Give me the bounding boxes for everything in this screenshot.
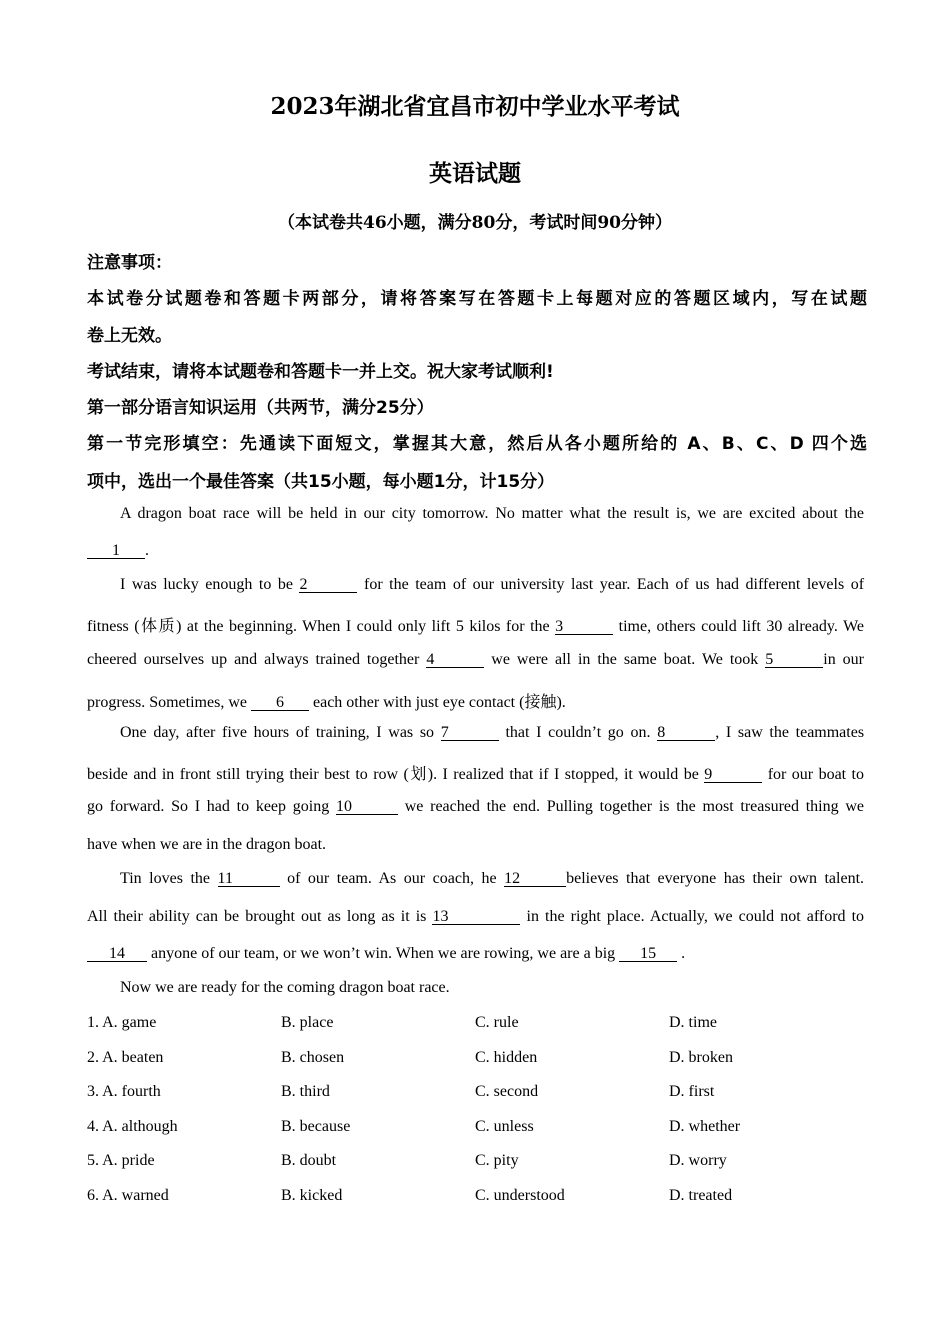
option-a[interactable]: 1. A. game [87,1014,157,1031]
exam-subject: 英语试题 [429,160,521,187]
option-c[interactable]: C. second [475,1083,539,1100]
blank-3: 3 [555,619,613,635]
option-d[interactable]: D. time [669,1014,717,1031]
blank-14: 14 [87,946,147,962]
blank-11: 11 [218,871,280,887]
part1-heading: 第一部分语言知识运用（共两节，满分25分） [87,398,434,418]
blank-10: 10 [336,799,398,815]
option-b[interactable]: B. third [281,1083,330,1100]
option-b[interactable]: B. chosen [281,1049,345,1066]
passage-line: go forward. So I had to keep going 10 we reached the end. Pulling together is the most treasured thing we [87,798,865,815]
option-a[interactable]: 6. A. warned [87,1187,169,1204]
notice-line-1a: 本试卷分试题卷和答题卡两部分，请将答案写在答题卡上每题对应的答题区域内，写在试题 [87,289,867,309]
blank-12: 12 [504,871,566,887]
option-b[interactable]: B. because [281,1118,351,1135]
option-c[interactable]: C. unless [475,1118,534,1135]
blank-15: 15 [619,946,677,962]
option-d[interactable]: D. worry [669,1152,727,1169]
option-d[interactable]: D. whether [669,1118,741,1135]
blank-4: 4 [426,652,484,668]
passage-line: One day, after five hours of training, I was so 7 that I couldn’t go on. 8 , I saw the teammates [120,724,865,741]
blank-8: 8 [657,725,715,741]
passage-line: have when we are in the dragon boat. [87,836,327,853]
exam-info: （本试卷共46小题，满分80分，考试时间90分钟） [278,213,672,233]
option-b[interactable]: B. place [281,1014,334,1031]
option-a[interactable]: 2. A. beaten [87,1049,164,1066]
blank-1: 1 [87,543,145,559]
passage-line: I was lucky enough to be 2 for the team of our university last year. Each of us had different levels of [120,576,865,593]
passage-line: fitness (体质) at the beginning. When I could only lift 5 kilos for the 3 time, others could lift 30 already. We [87,618,865,635]
option-b[interactable]: B. doubt [281,1152,337,1169]
passage-line: progress. Sometimes, we 6 each other with just eye contact (接触). [87,694,566,711]
exam-title: 2023年湖北省宜昌市初中学业水平考试 [270,93,680,120]
notice-heading: 注意事项： [87,253,172,273]
option-c[interactable]: C. rule [475,1014,519,1031]
notice-line-1b: 卷上无效。 [87,326,172,346]
option-b[interactable]: B. kicked [281,1187,343,1204]
option-d[interactable]: D. broken [669,1049,733,1066]
passage-line: A dragon boat race will be held in our city tomorrow. No matter what the result is, we are excited about the [120,505,864,522]
passage-line: Now we are ready for the coming dragon boat race. [120,979,450,996]
passage-line: beside and in front still trying their best to row (划). I realized that if I stopped, it would be 9 for our boat to [87,766,864,783]
blank-5: 5 [765,652,823,668]
blank-2: 2 [299,577,357,593]
option-a[interactable]: 5. A. pride [87,1152,155,1169]
option-d[interactable]: D. first [669,1083,715,1100]
passage-line: Tin loves the 11 of our team. As our coach, he 12 believes that everyone has their own talent. [120,870,865,887]
passage-line: All their ability can be brought out as long as it is 13 in the right place. Actually, we could not afford to [87,908,865,925]
section1-line-b: 项中，选出一个最佳答案（共15小题，每小题1分，计15分） [87,472,555,492]
section1-line-a: 第一节完形填空：先通读下面短文，掌握其大意，然后从各小题所给的 A、B、C、D 四个选 [87,434,867,454]
option-c[interactable]: C. hidden [475,1049,538,1066]
option-a[interactable]: 4. A. although [87,1118,178,1135]
blank-13: 13 [432,909,520,925]
passage-line: 14 anyone of our team, or we won’t win. When we are rowing, we are a big 15 . [87,945,864,963]
option-d[interactable]: D. treated [669,1187,733,1204]
blank-7: 7 [441,725,499,741]
blank-9: 9 [704,767,762,783]
passage-line: cheered ourselves up and always trained together 4 we were all in the same boat. We took 5 in our [87,651,864,668]
passage-line: 1 . [87,542,864,560]
blank-6: 6 [251,695,309,711]
option-c[interactable]: C. understood [475,1187,565,1204]
notice-line-2: 考试结束，请将本试题卷和答题卡一并上交。祝大家考试顺利! [87,362,554,382]
option-a[interactable]: 3. A. fourth [87,1083,161,1100]
option-c[interactable]: C. pity [475,1152,519,1169]
